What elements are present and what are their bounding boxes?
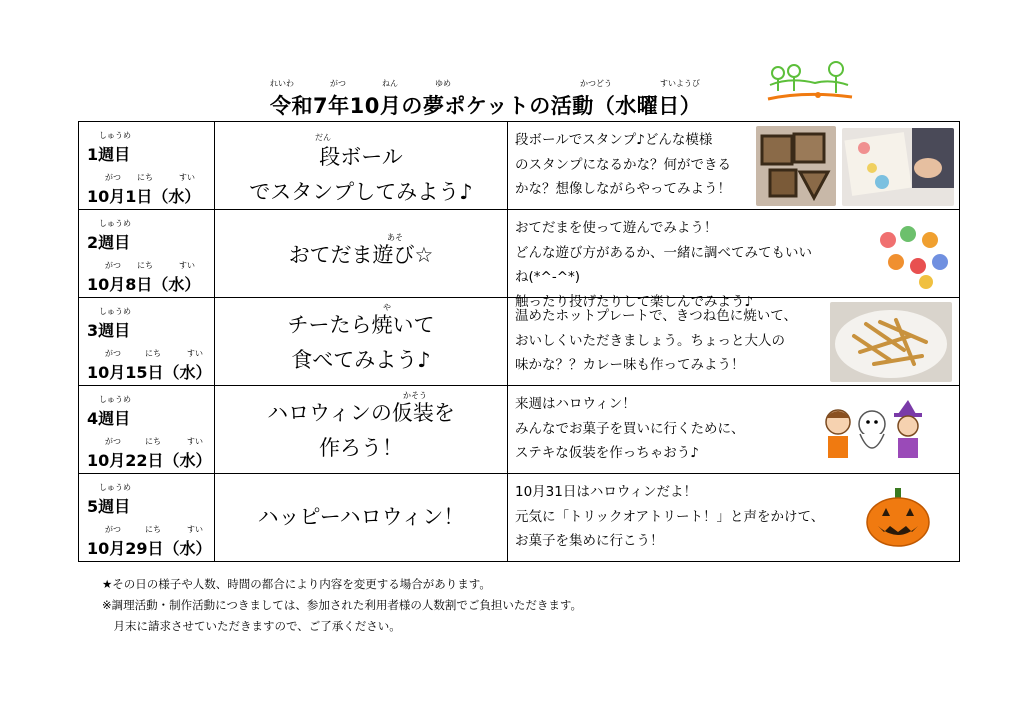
table-row bbox=[79, 474, 960, 562]
schedule-table bbox=[78, 121, 960, 562]
table-row bbox=[79, 210, 960, 298]
title-ruby: かつどう bbox=[580, 79, 612, 88]
title-ruby: すいようび bbox=[660, 79, 700, 88]
note-line: 月末に請求させていただきますので、ご了承ください。 bbox=[102, 619, 401, 633]
week-cell: しゅうめ 4週目 がつ にち すい 10月22日（水） bbox=[79, 386, 215, 474]
activity-cell bbox=[215, 474, 508, 562]
activity-title: おてだま遊び☆ bbox=[288, 243, 434, 267]
week-label: 4週目 bbox=[87, 409, 131, 428]
jack-o-lantern-icon bbox=[864, 486, 932, 548]
week-cell: しゅうめ 1週目 がつ にち すい 10月1日（水） bbox=[79, 122, 215, 210]
title-ruby: れいわ bbox=[270, 79, 294, 88]
description-text: 段ボールでスタンプ♪どんな模様 のスタンプになるかな？何ができる かな？想像しながらやってみよう！ bbox=[515, 132, 731, 197]
description-cell bbox=[508, 210, 960, 310]
page-title: 令和7年10月の夢ポケットの活動（水曜日） bbox=[270, 94, 702, 118]
activity-title: チーたら焼いて 食べてみよう♪ bbox=[287, 313, 435, 372]
costume-kids-illustration-icon bbox=[820, 400, 932, 464]
date-label: 10月29日（水） bbox=[87, 539, 212, 558]
week-label: 1週目 bbox=[87, 145, 131, 164]
activity-cell: かそう ハロウィンの仮装を 作ろう！ bbox=[215, 386, 508, 474]
title-ruby: ゆめ bbox=[435, 79, 451, 88]
title-ruby: がつ bbox=[330, 79, 346, 88]
week-label: 3週目 bbox=[87, 321, 131, 340]
note-line: ★その日の様子や人数、時間の都合により内容を変更する場合があります。 bbox=[102, 577, 491, 591]
date-label: 10月22日（水） bbox=[87, 451, 212, 470]
activity-title: ハッピーハロウィン！ bbox=[257, 505, 465, 529]
description-cell bbox=[508, 386, 960, 474]
activity-title: ハロウィンの仮装を 作ろう！ bbox=[267, 401, 455, 460]
date-label: 10月1日（水） bbox=[87, 187, 201, 206]
week-label: 5週目 bbox=[87, 497, 131, 516]
otedama-beanbags-icon bbox=[874, 218, 956, 290]
description-cell bbox=[508, 474, 960, 562]
cardboard-photo-icon bbox=[756, 126, 836, 206]
cheese-snack-photo-icon bbox=[830, 302, 952, 382]
week-label: 2週目 bbox=[87, 233, 131, 252]
table-row bbox=[79, 122, 960, 210]
title-block bbox=[270, 78, 740, 118]
activity-cell: だん 段ボール でスタンプしてみよう♪ bbox=[215, 122, 508, 210]
table-row bbox=[79, 298, 960, 386]
title-ruby: ねん bbox=[382, 79, 398, 88]
note-line: ※調理活動・制作活動につきましては、参加された利用者様の人数割でご負担いただきます。 bbox=[102, 598, 582, 612]
description-cell bbox=[508, 122, 960, 210]
week-cell: しゅうめ 3週目 がつ にち すい 10月15日（水） bbox=[79, 298, 215, 386]
week-cell: しゅうめ 2週目 がつ にち すい 10月8日（水） bbox=[79, 210, 215, 298]
notes-block bbox=[102, 574, 582, 637]
activity-title: 段ボール でスタンプしてみよう♪ bbox=[249, 145, 473, 204]
description-text: おてだまを使って遊んでみよう！ どんな遊び方があるか、一緒に調べてみてもいい ね(*^-^*) 触ったり投げたりして楽しんでみよう♪ bbox=[515, 220, 812, 310]
logo-children-illustration-icon bbox=[760, 55, 858, 107]
date-label: 10月8日（水） bbox=[87, 275, 201, 294]
activity-cell: あそ おてだま遊び☆ bbox=[215, 210, 508, 298]
description-text: 10月31日はハロウィンだよ！ 元気に「トリックオアトリート！」と声をかけて、 お菓子を集めに行こう！ bbox=[515, 484, 825, 549]
activity-cell: や チーたら焼いて 食べてみよう♪ bbox=[215, 298, 508, 386]
description-cell bbox=[508, 298, 960, 386]
week-cell: しゅうめ 5週目 がつ にち すい 10月29日（水） bbox=[79, 474, 215, 562]
stamp-art-photo-icon bbox=[842, 128, 954, 206]
description-text: 来週はハロウィン！ みんなでお菓子を買いに行くために、 ステキな仮装を作っちゃおう♪ bbox=[515, 396, 745, 461]
table-row bbox=[79, 386, 960, 474]
date-label: 10月15日（水） bbox=[87, 363, 212, 382]
description-text: 温めたホットプレートで、きつね色に焼いて、 おいしくいただきましょう。ちょっと大人の 味かな？？カレー味も作ってみよう！ bbox=[515, 308, 798, 373]
